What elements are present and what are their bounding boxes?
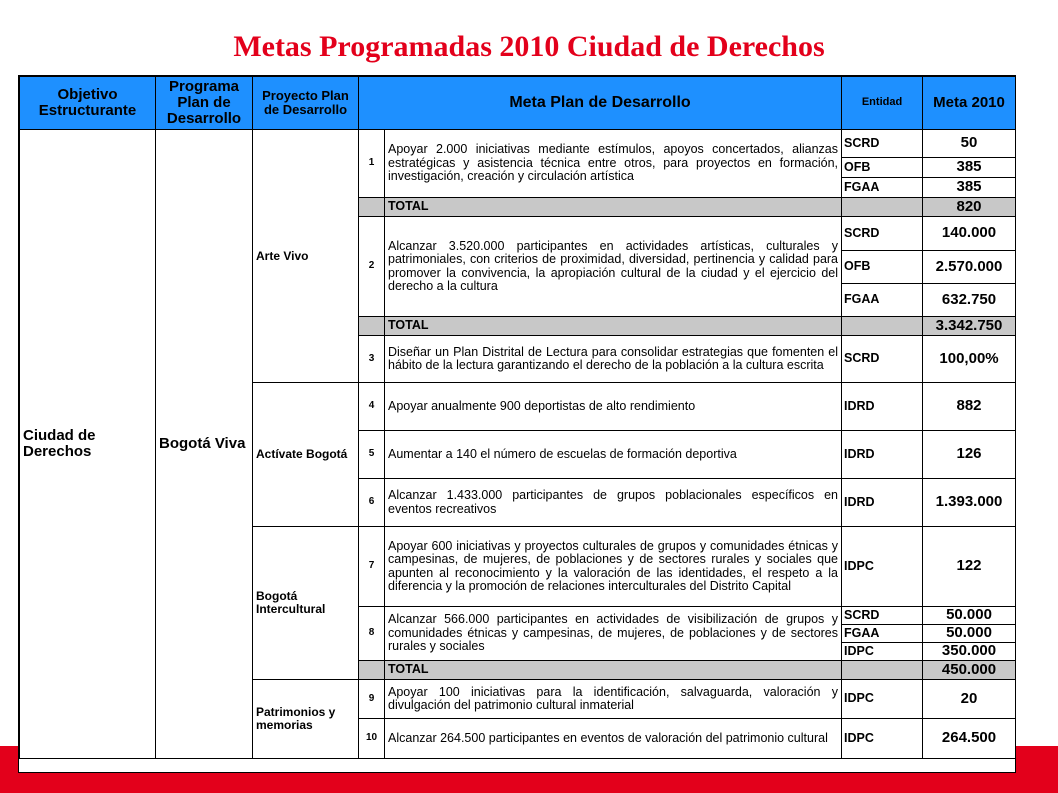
goal-8-total-value: 450.000: [923, 661, 1016, 680]
goal-4-number: 4: [359, 383, 385, 431]
goal-7-number: 7: [359, 527, 385, 607]
programa-cell: Bogotá Viva: [156, 130, 253, 759]
goal-6-entity: IDRD: [842, 479, 923, 527]
page-title: Metas Programadas 2010 Ciudad de Derechos: [233, 30, 825, 63]
goal-7-text: Apoyar 600 iniciativas y proyectos culturales de grupos y comunidades étnicas y campesinas, de mujeres, de poblaciones y de sectores rurales y sociales que apunten al reconocimiento y la valoración de las identidades, el respeto a la diferencia y la promoción de relaciones interculturales del Distrito Capital: [385, 527, 842, 607]
goal-8-meta-2: 50.000: [923, 625, 1016, 643]
proyecto-arte-vivo: Arte Vivo: [253, 130, 359, 383]
proyecto-bogota-intercultural: Bogotá Intercultural: [253, 527, 359, 680]
goal-2-entity-2: OFB: [842, 251, 923, 284]
goal-1-total-label: TOTAL: [385, 198, 842, 217]
goal-4-text: Apoyar anualmente 900 deportistas de alto rendimiento: [385, 383, 842, 431]
goal-3-text: Diseñar un Plan Distrital de Lectura para consolidar estrategias que fomenten el hábito de la lectura garantizando el derecho de la población a la cultura escrita: [385, 336, 842, 383]
goal-9-number: 9: [359, 680, 385, 719]
goal-5-entity: IDRD: [842, 431, 923, 479]
goal-6-number: 6: [359, 479, 385, 527]
goal-8-entity-2: FGAA: [842, 625, 923, 643]
goal-3-entity: SCRD: [842, 336, 923, 383]
goal-2-meta-1: 140.000: [923, 217, 1016, 251]
proyecto-patrimonios: Patrimonios y memorias: [253, 680, 359, 759]
goal-9-meta: 20: [923, 680, 1016, 719]
goal-1-meta-3: 385: [923, 178, 1016, 198]
total-spacer: [842, 661, 923, 680]
goal-10-text: Alcanzar 264.500 participantes en eventos de valoración del patrimonio cultural: [385, 719, 842, 759]
header-programa: Programa Plan de Desarrollo: [156, 77, 253, 130]
goal-8-meta-3: 350.000: [923, 643, 1016, 661]
total-spacer: [842, 317, 923, 336]
goal-2-total-label: TOTAL: [385, 317, 842, 336]
total-spacer: [359, 198, 385, 217]
header-objetivo: Objetivo Estructurante: [20, 77, 156, 130]
goal-1-entity-1: SCRD: [842, 130, 923, 158]
goal-10-number: 10: [359, 719, 385, 759]
goal-9-text: Apoyar 100 iniciativas para la identificación, salvaguarda, valoración y divulgación del patrimonio cultural inmaterial: [385, 680, 842, 719]
total-spacer: [842, 198, 923, 217]
goal-1-total-value: 820: [923, 198, 1016, 217]
goal-8-text: Alcanzar 566.000 participantes en actividades de visibilización de grupos y comunidades étnicas y campesinas, de mujeres, de poblaciones y de sectores rurales y sociales: [385, 607, 842, 661]
goal-1-text: Apoyar 2.000 iniciativas mediante estímulos, apoyos concertados, alianzas estratégicas y asistencia técnica entre otros, para proyectos en formación, investigación, creación y circulación artística: [385, 130, 842, 198]
total-spacer: [359, 317, 385, 336]
goal-2-entity-3: FGAA: [842, 284, 923, 317]
total-spacer: [359, 661, 385, 680]
goal-7-entity: IDPC: [842, 527, 923, 607]
goal-6-text: Alcanzar 1.433.000 participantes de grupos poblacionales específicos en eventos recreativos: [385, 479, 842, 527]
goal-1-meta-2: 385: [923, 158, 1016, 178]
goal-2-number: 2: [359, 217, 385, 317]
goal-8-number: 8: [359, 607, 385, 661]
goal-7-meta: 122: [923, 527, 1016, 607]
goal-1-meta-1: 50: [923, 130, 1016, 158]
goal-2-total-value: 3.342.750: [923, 317, 1016, 336]
header-meta-plan: Meta Plan de Desarrollo: [359, 77, 842, 130]
goal-5-text: Aumentar a 140 el número de escuelas de formación deportiva: [385, 431, 842, 479]
goal-10-entity: IDPC: [842, 719, 923, 759]
goal-2-meta-2: 2.570.000: [923, 251, 1016, 284]
goal-2-entity-1: SCRD: [842, 217, 923, 251]
goal-1-number: 1: [359, 130, 385, 198]
goal-2-text: Alcanzar 3.520.000 participantes en actividades artísticas, culturales y patrimoniales, con criterios de proximidad, diversidad, pertinencia y calidad para promover la convivencia, la apropiación cultural de la ciudad y el ejercicio del derecho a la cultura: [385, 217, 842, 317]
goal-1-entity-3: FGAA: [842, 178, 923, 198]
goal-4-meta: 882: [923, 383, 1016, 431]
header-proyecto: Proyecto Plan de Desarrollo: [253, 77, 359, 130]
objetivo-cell: Ciudad de Derechos: [20, 130, 156, 759]
goal-3-number: 3: [359, 336, 385, 383]
goal-9-entity: IDPC: [842, 680, 923, 719]
goals-table: [19, 76, 1016, 759]
goal-4-entity: IDRD: [842, 383, 923, 431]
goal-1-entity-2: OFB: [842, 158, 923, 178]
proyecto-activate-bogota: Actívate Bogotá: [253, 383, 359, 527]
goal-8-total-label: TOTAL: [385, 661, 842, 680]
goal-10-meta: 264.500: [923, 719, 1016, 759]
goal-6-meta: 1.393.000: [923, 479, 1016, 527]
goal-8-entity-1: SCRD: [842, 607, 923, 625]
goal-8-entity-3: IDPC: [842, 643, 923, 661]
header-meta-2010: Meta 2010: [923, 77, 1016, 130]
goal-2-meta-3: 632.750: [923, 284, 1016, 317]
goal-5-number: 5: [359, 431, 385, 479]
goal-8-meta-1: 50.000: [923, 607, 1016, 625]
header-entidad: Entidad: [842, 77, 923, 130]
goal-3-meta: 100,00%: [923, 336, 1016, 383]
goal-5-meta: 126: [923, 431, 1016, 479]
